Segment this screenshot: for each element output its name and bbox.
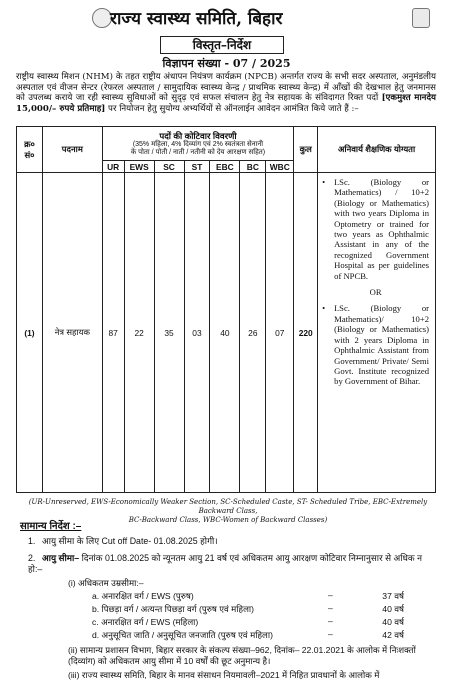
age-relaxation-note: (ii) सामान्य प्रशासन विभाग, बिहार सरकार के संकल्प संख्या–962, दिनांक– 22.01.2021 के आलोक में निःशक्तों (दिव्यांग) को अधिकतम आयु सीमा में 10 वर्षों की छूट अनुमान्य है। bbox=[68, 645, 416, 666]
row-post-name: नेत्र सहायक bbox=[42, 173, 102, 493]
qualification-option-2 bbox=[322, 303, 429, 386]
row-count: 35 bbox=[154, 173, 184, 493]
age-row: b. पिछड़ा वर्ग / अत्यन्त पिछड़ा वर्ग (पुरुष एवं महिला) – 40 वर्ष bbox=[92, 603, 404, 614]
bullet-icon: • bbox=[322, 303, 326, 314]
category-group-sub1: (35% महिला, 4% दिव्यांग एवं 2% स्वतंत्रता सेनानी bbox=[132, 140, 264, 148]
legend-line-2: BC-Backward Class, WBC-Women of Backward Classes) bbox=[128, 516, 328, 524]
organization-title: राज्य स्वास्थ्य समिति, बिहार bbox=[110, 9, 283, 29]
legend-line-1: (UR-Unreserved, EWS-Economically Weaker Section, SC-Scheduled Caste, ST- Scheduled Tribe, EBC-Extremely Backward Class, bbox=[28, 498, 428, 515]
nhm-logo-icon bbox=[412, 8, 430, 28]
row-count: 40 bbox=[210, 173, 240, 493]
age-row: a. अनारक्षित वर्ग / EWS (पुरुष) – 37 वर्ष bbox=[92, 590, 404, 601]
intro-text-after: पर नियोजन हेतु सुयोग्य अभ्यर्थियों से ऑनलाईन आवेदन आमंत्रित किये जाते हैं :– bbox=[105, 103, 359, 114]
vacancy-table bbox=[16, 126, 436, 493]
col-serial-no: क्र० सं० bbox=[17, 127, 43, 173]
row-count: 87 bbox=[102, 173, 124, 493]
instruction-point-1: 1. आयु सीमा के लिए Cut off Date- 01.08.2025 होगी। bbox=[28, 536, 218, 546]
category-group-sub2: के पोता / पोती / नाती / नतीनी को देय आरक्षण सहित) bbox=[130, 148, 266, 156]
category-header: SC bbox=[154, 161, 184, 173]
hr-rules-note: (iii) राज्य स्वास्थ्य समिति, बिहार के मानव संसाधन नियमावली–2021 में निहित प्रावधानों के आलोक में bbox=[68, 670, 380, 680]
row-count: 22 bbox=[124, 173, 154, 493]
col-total: कुल bbox=[294, 127, 318, 173]
row-count: 26 bbox=[240, 173, 266, 493]
qualification-text-2: I.Sc. (Biology or Mathematics)/ 10+2 (Biology or Mathematics) with 2 years Diploma in Ophthalmic Assistant from Government/ Private/ Semi Govt. Institute recognized by Government of Bihar. bbox=[334, 303, 429, 387]
qualification-text-1: I.Sc. (Biology or Mathematics) / 10+2 (Biology or Mathematics) with two years Diploma in Optometry or trained for two years as Ophthalmic Assistant in any of the recognized Government Hospital as per guidelines of NPCB. bbox=[334, 177, 429, 281]
intro-text-before: राष्ट्रीय स्वास्थ्य मिशन (NHM) के तहत राष्ट्रीय अंधापन नियंत्रण कार्यक्रम (NPCB) अन्तर्गत राज्य के सभी सदर अस्पताल, अनुमंडलीय अस्पताल एवं वीजन सेन्टर (रेफरल अस्पताल / सामुदायिक स्वास्थ्य केन्द्र / प्राथमिक स्वास्थ्य केन्द्र) में आँखों की देखभाल हेतु जनमानस को उपलब्ध कराये जा रही स्वास्थ्य सुविधाओं को सुदृढ़ एवं सफल संचालन हेतु नेत्र सहायक के संविदागत रिक्त पदों bbox=[16, 72, 436, 103]
intro-paragraph bbox=[16, 72, 436, 114]
row-qualification bbox=[318, 173, 436, 493]
category-header: BC bbox=[240, 161, 266, 173]
category-header: WBC bbox=[266, 161, 294, 173]
emblem-icon bbox=[92, 8, 112, 28]
category-group-title: पदों की कोटिवार विवरणी bbox=[159, 130, 237, 141]
bullet-icon: • bbox=[322, 177, 326, 187]
category-header: EWS bbox=[124, 161, 154, 173]
row-count: 03 bbox=[184, 173, 210, 493]
intro-amount: [एकमुश्त मानदेय 15,000/– रुपये प्रतिमाह] bbox=[16, 93, 436, 114]
detailed-instructions-banner: विस्तृत–निर्देश bbox=[160, 36, 284, 54]
row-total: 220 bbox=[294, 173, 318, 493]
category-header: UR bbox=[102, 161, 124, 173]
col-qualification: अनिवार्य शैक्षणिक योग्यता bbox=[318, 127, 436, 173]
document-header bbox=[0, 6, 453, 30]
qualification-option-1 bbox=[322, 177, 429, 281]
category-header: EBC bbox=[210, 161, 240, 173]
row-serial-no: (1) bbox=[17, 173, 43, 493]
advertisement-number: विज्ञापन संख्या - 07 / 2025 bbox=[162, 57, 291, 70]
category-group-header bbox=[102, 127, 294, 161]
age-row: c. अनारक्षित वर्ग / EWS (महिला) – 40 वर्ष bbox=[92, 616, 404, 627]
general-instructions-title: सामान्य निर्देश :– bbox=[20, 521, 82, 532]
age-row: d. अनुसूचित जाति / अनुसूचित जनजाति (पुरुष एवं महिला) – 42 वर्ष bbox=[92, 629, 404, 640]
qualification-or: OR bbox=[369, 287, 382, 298]
row-count: 07 bbox=[266, 173, 294, 493]
instruction-point-2: 2. आयु सीमा– दिनांक 01.08.2025 को न्यूनतम आयु 21 वर्ष एवं अधिकतम आयु आरक्षण कोटिवार निम्नानुसार से अधिक न हो:– bbox=[28, 553, 422, 574]
col-post-name: पदनाम bbox=[42, 127, 102, 173]
table-row bbox=[17, 173, 436, 493]
category-header: ST bbox=[184, 161, 210, 173]
category-legend bbox=[20, 498, 436, 525]
max-age-heading: (i) अधिकतम उम्रसीमा:– bbox=[68, 578, 144, 588]
